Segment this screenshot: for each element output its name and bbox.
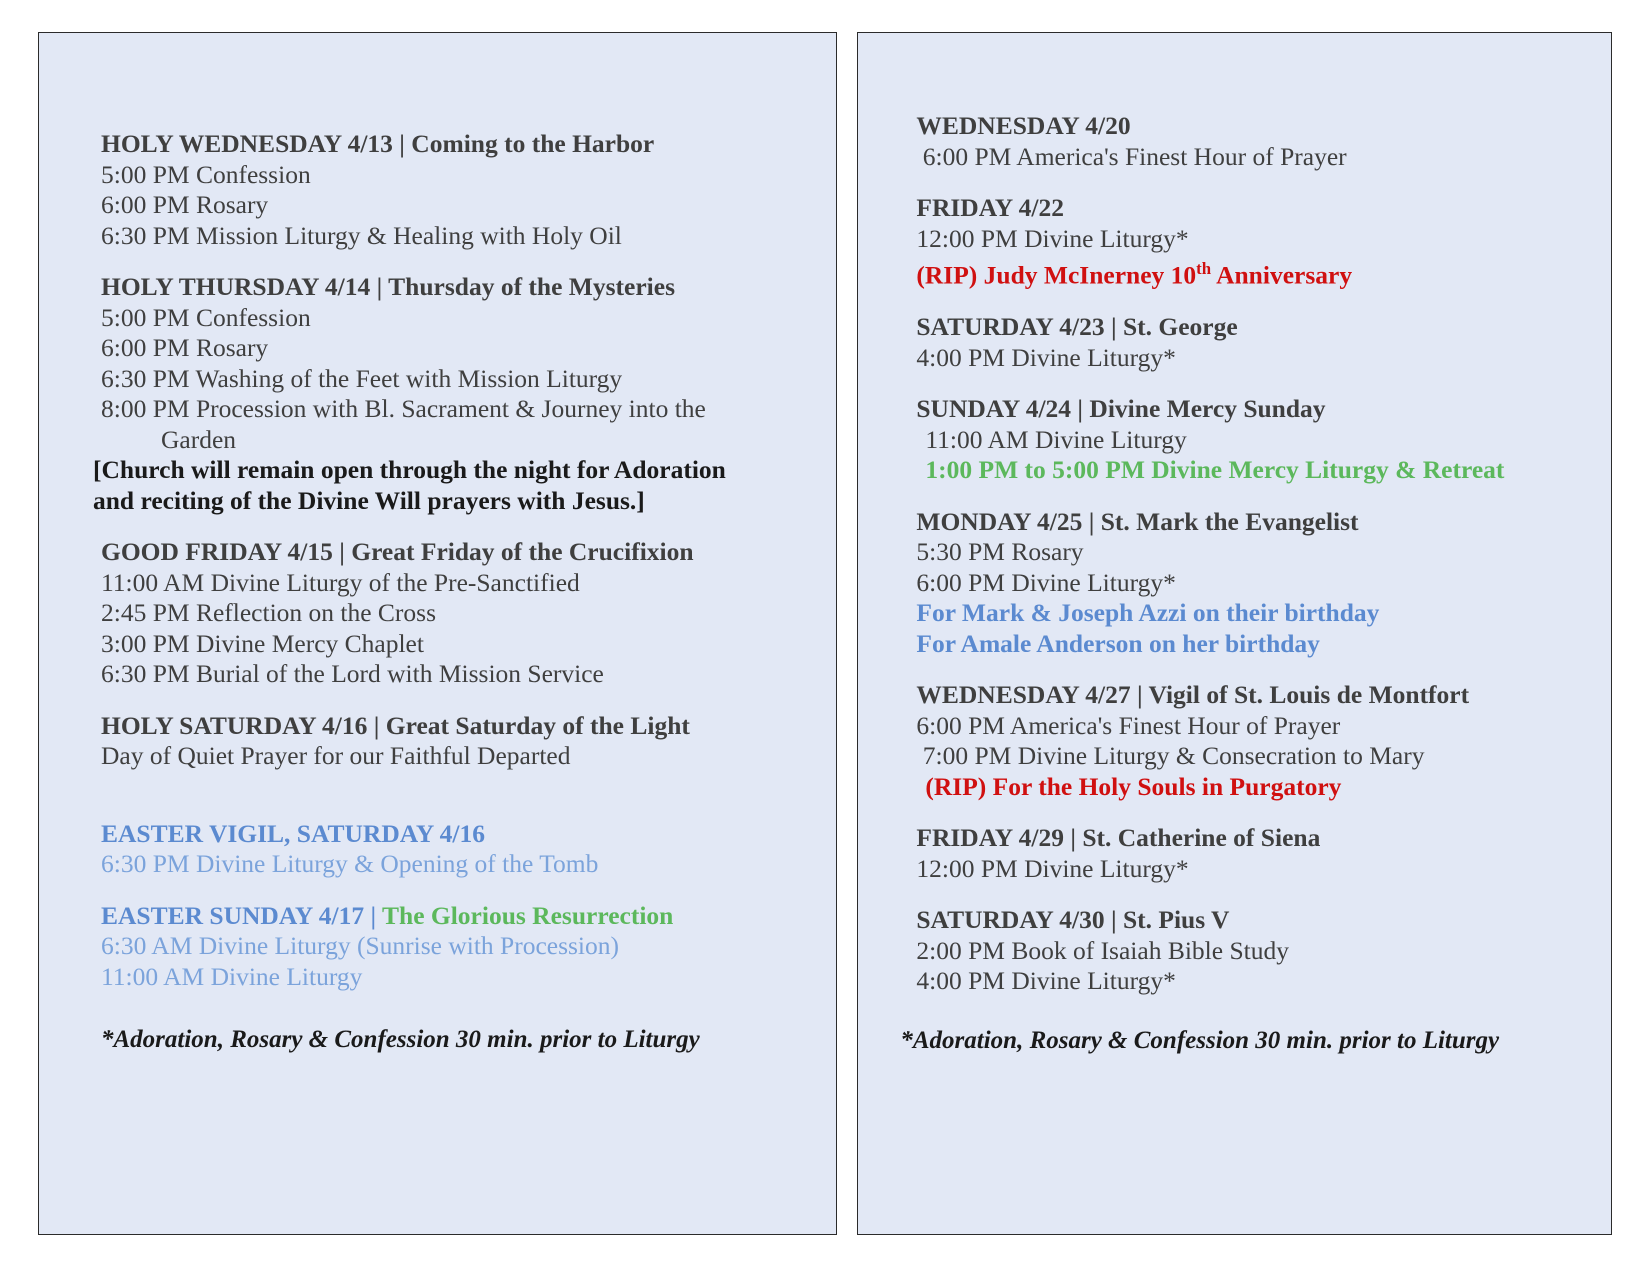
adoration-note-line-2: and reciting of the Divine Will prayers with Jesus.] [93, 485, 645, 515]
schedule-line: 2:00 PM Book of Isaiah Bible Study [916, 935, 1289, 965]
schedule-line: 6:30 PM Washing of the Feet with Mission Liturgy [101, 363, 623, 393]
block-saturday-0430 [916, 905, 1591, 997]
block-friday-0429 [916, 823, 1591, 884]
schedule-line: 4:00 PM Divine Liturgy* [916, 342, 1176, 372]
schedule-line: 6:00 PM America's Finest Hour of Prayer [916, 710, 1341, 740]
block-heading: WEDNESDAY 4/20 [916, 111, 1131, 140]
adoration-note-line-1: [Church will remain open through the night for Adoration [93, 455, 726, 484]
schedule-line: 3:00 PM Divine Mercy Chaplet [101, 628, 424, 658]
block-heading: MONDAY 4/25 | St. Mark the Evangelist [916, 506, 1359, 536]
retreat-line: 1:00 PM to 5:00 PM Divine Mercy Liturgy & Retreat [925, 455, 1505, 484]
block-wednesday-0420 [916, 111, 1591, 172]
rip-intention [916, 254, 1591, 291]
block-heading: HOLY THURSDAY 4/14 | Thursday of the Mysteries [101, 272, 675, 301]
block-heading: HOLY WEDNESDAY 4/13 | Coming to the Harbor [101, 129, 655, 158]
rip-text: (RIP) Judy McInerney 10 [916, 260, 1197, 290]
block-heading: FRIDAY 4/22 [916, 193, 1064, 222]
rip-text-suffix: Anniversary [1211, 260, 1353, 290]
schedule-line: 6:00 PM Rosary [101, 190, 269, 219]
block-holy-saturday [101, 711, 806, 772]
block-wednesday-0427 [916, 680, 1591, 802]
schedule-line: 11:00 AM Divine Liturgy of the Pre-Sanctified [101, 567, 580, 597]
block-monday-0425 [916, 507, 1591, 660]
schedule-line-continuation: Garden [161, 424, 237, 454]
rip-ordinal-suffix: th [1196, 259, 1212, 278]
schedule-line: 11:00 AM Divine Liturgy [101, 961, 363, 991]
block-easter-vigil [101, 819, 806, 880]
right-schedule-panel [857, 32, 1612, 1235]
schedule-line: 6:30 AM Divine Liturgy (Sunrise with Procession) [101, 931, 620, 960]
block-holy-thursday [93, 272, 806, 516]
block-friday-0422 [916, 193, 1591, 291]
block-heading [101, 901, 806, 932]
schedule-line: 6:00 PM Divine Liturgy* [916, 567, 1176, 597]
schedule-line: 6:30 PM Burial of the Lord with Mission Service [101, 659, 604, 688]
block-heading: SATURDAY 4/23 | St. George [916, 312, 1238, 341]
schedule-line: 5:30 PM Rosary [916, 537, 1084, 566]
schedule-line: 6:00 PM Rosary [101, 333, 269, 362]
schedule-line: 4:00 PM Divine Liturgy* [916, 966, 1176, 995]
schedule-line: 11:00 AM Divine Liturgy [925, 424, 1187, 454]
block-heading: FRIDAY 4/29 | St. Catherine of Siena [916, 823, 1321, 852]
schedule-line: 12:00 PM Divine Liturgy* [916, 223, 1189, 253]
left-footnote: *Adoration, Rosary & Confession 30 min. prior to Liturgy [101, 1026, 700, 1053]
rip-intention: (RIP) For the Holy Souls in Purgatory [925, 771, 1342, 801]
schedule-line: Day of Quiet Prayer for our Faithful Departed [101, 741, 571, 770]
block-heading: HOLY SATURDAY 4/16 | Great Saturday of the Light [101, 710, 690, 740]
schedule-line: 5:00 PM Confession [101, 159, 311, 189]
block-sunday-0424 [916, 394, 1591, 486]
spacer [101, 793, 806, 819]
schedule-line: 7:00 PM Divine Liturgy & Consecration to Mary [916, 741, 1425, 770]
intention-line: For Mark & Joseph Azzi on their birthday [916, 598, 1380, 627]
block-easter-sunday [101, 901, 806, 993]
right-footnote: *Adoration, Rosary & Confession 30 min. prior to Liturgy [900, 1026, 1500, 1054]
schedule-line: 5:00 PM Confession [101, 302, 311, 332]
intention-line: For Amale Anderson on her birthday [916, 628, 1320, 658]
block-heading: SATURDAY 4/30 | St. Pius V [916, 905, 1230, 934]
schedule-line: 2:45 PM Reflection on the Cross [101, 598, 437, 627]
block-heading: GOOD FRIDAY 4/15 | Great Friday of the Crucifixion [101, 537, 694, 566]
block-saturday-0423 [916, 312, 1591, 373]
left-schedule-panel [38, 32, 837, 1235]
block-heading: SUNDAY 4/24 | Divine Mercy Sunday [916, 394, 1326, 423]
block-holy-wednesday [101, 129, 806, 251]
schedule-line: 6:30 PM Mission Liturgy & Healing with Holy Oil [101, 220, 622, 250]
block-good-friday [101, 537, 806, 690]
schedule-line: 6:30 PM Divine Liturgy & Opening of the Tomb [101, 849, 599, 878]
schedule-line: 8:00 PM Procession with Bl. Sacrament & Journey into the [101, 394, 706, 423]
block-heading-title: The Glorious Resurrection [382, 900, 674, 930]
block-heading-date: EASTER SUNDAY 4/17 | [101, 900, 382, 930]
schedule-line: 12:00 PM Divine Liturgy* [916, 853, 1189, 883]
block-heading: EASTER VIGIL, SATURDAY 4/16 [101, 818, 486, 848]
schedule-line: 6:00 PM America's Finest Hour of Prayer [916, 141, 1347, 171]
block-heading: WEDNESDAY 4/27 | Vigil of St. Louis de Montfort [916, 680, 1470, 709]
